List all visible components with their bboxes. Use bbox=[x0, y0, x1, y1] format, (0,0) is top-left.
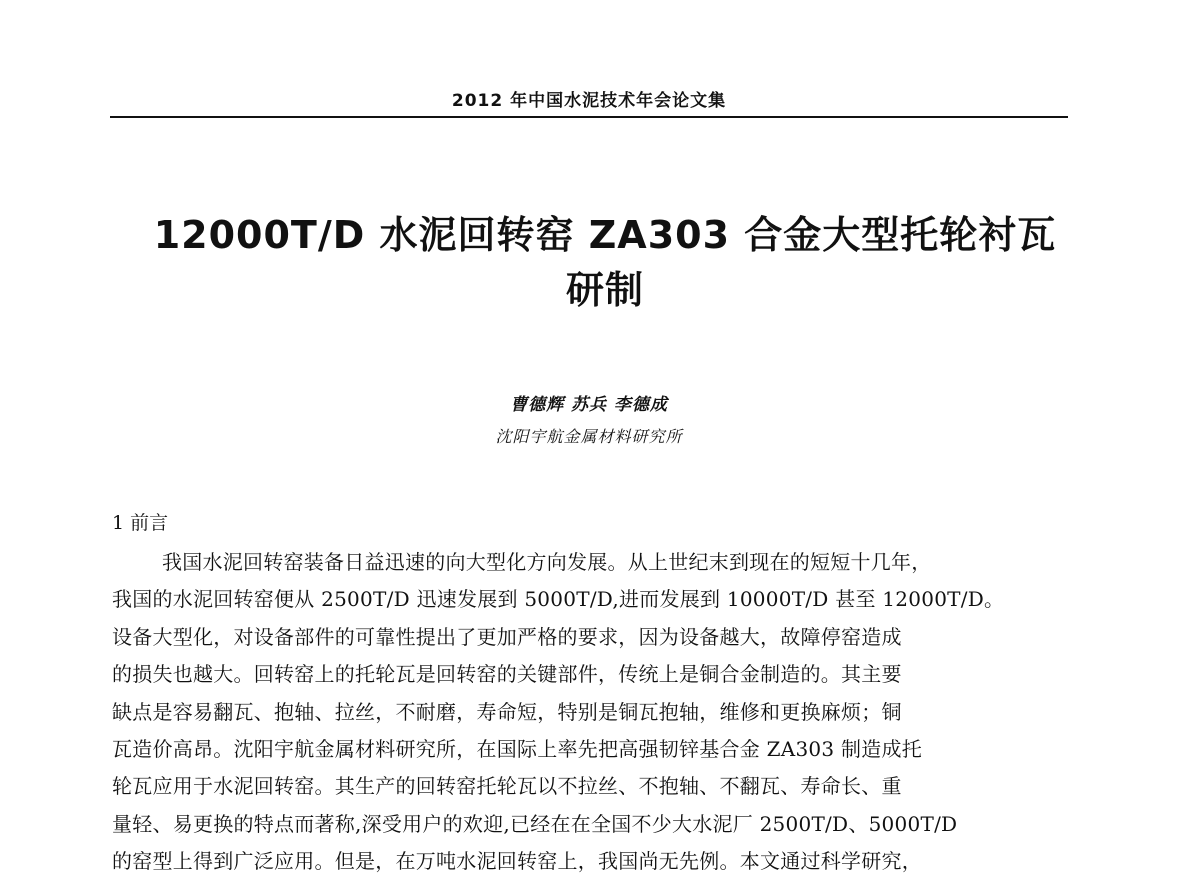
paper-title bbox=[110, 208, 1100, 318]
header-rule bbox=[110, 116, 1068, 118]
body-line: 的损失也越大。回转窑上的托轮瓦是回转窑的关键部件，传统上是铜合金制造的。其主要 bbox=[112, 662, 902, 687]
body-line: 缺点是容易翻瓦、抱轴、拉丝，不耐磨，寿命短，特别是铜瓦抱轴，维修和更换麻烦；铜 bbox=[112, 699, 902, 724]
body-line: 我国水泥回转窑装备日益迅速的向大型化方向发展。从上世纪末到现在的短短十几年， bbox=[162, 550, 932, 574]
body-line: 设备大型化，对设备部件的可靠性提出了更加严格的要求，因为设备越大，故障停窑造成 bbox=[112, 624, 902, 649]
paper-affiliation: 沈阳宇航金属材料研究所 bbox=[495, 427, 683, 446]
body-line: 量轻、易更换的特点而著称,深受用户的欢迎,已经在在全国不少大水泥厂 2500T/D、5000T/D bbox=[112, 811, 958, 836]
paper-title-line-2: 研制 bbox=[565, 268, 644, 312]
body-paragraph bbox=[112, 544, 1062, 881]
body-line: 轮瓦应用于水泥回转窑。其生产的回转窑托轮瓦以不拉丝、不抱轴、不翻瓦、寿命长、重 bbox=[112, 774, 902, 799]
paper-authors: 曹德辉 苏兵 李德成 bbox=[510, 395, 668, 415]
body-line: 瓦造价高昂。沈阳宇航金属材料研究所，在国际上率先把高强韧锌基合金 ZA303 制造成托 bbox=[112, 736, 922, 761]
paper-title-line-1: 12000T/D 水泥回转窑 ZA303 合金大型托轮衬瓦 bbox=[153, 213, 1057, 257]
body-line: 的窑型上得到广泛应用。但是，在万吨水泥回转窑上，我国尚无先例。本文通过科学研究， bbox=[112, 849, 922, 874]
body-line: 我国的水泥回转窑便从 2500T/D 迅速发展到 5000T/D,进而发展到 10000T/D 甚至 12000T/D。 bbox=[112, 587, 1005, 612]
section-heading: 1 前言 bbox=[112, 512, 169, 534]
running-header: 2012 年中国水泥技术年会论文集 bbox=[451, 91, 727, 111]
